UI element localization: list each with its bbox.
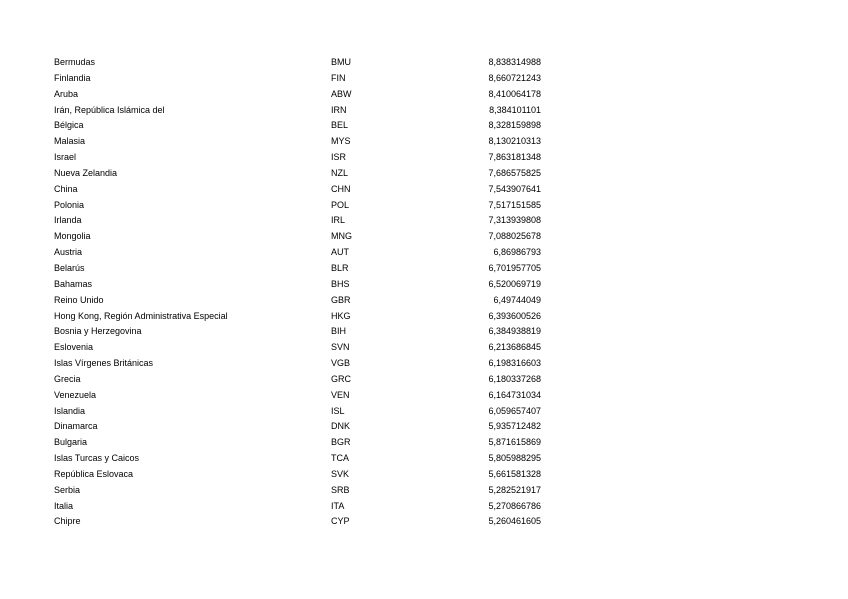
value-cell: 5,661581328: [488, 468, 541, 479]
country-cell: China: [54, 183, 78, 194]
country-cell: Aruba: [54, 88, 79, 99]
table-row: [0, 150, 848, 166]
value-cell: 5,935712482: [488, 421, 541, 432]
code-cell: BGR: [331, 437, 351, 448]
value-cell: 8,384101101: [489, 104, 541, 115]
value-cell: 8,328159898: [488, 120, 541, 131]
table-row: [0, 467, 848, 483]
country-cell: Serbia: [54, 484, 81, 495]
value-cell: 6,059657407: [488, 405, 541, 416]
country-cell: Mongolia: [54, 231, 91, 242]
value-cell: 5,805988295: [488, 453, 541, 464]
value-cell: 6,213686845: [488, 342, 541, 353]
country-cell: Irlanda: [54, 215, 82, 226]
code-cell: BHS: [331, 278, 350, 289]
country-cell: Bahamas: [54, 278, 93, 289]
country-cell: Eslovenia: [54, 342, 94, 353]
code-cell: SRB: [331, 484, 350, 495]
table-row: [0, 261, 848, 277]
value-cell: 7,543907641: [488, 183, 541, 194]
country-cell: Chipre: [54, 516, 81, 527]
country-cell: Grecia: [54, 373, 81, 384]
country-cell: Austria: [54, 247, 83, 258]
table-row: [0, 483, 848, 499]
value-cell: 6,393600526: [488, 310, 541, 321]
value-cell: 5,260461605: [488, 516, 541, 527]
data-table: [0, 55, 848, 530]
code-cell: VEN: [331, 389, 350, 400]
table-row: [0, 404, 848, 420]
table-row: [0, 213, 848, 229]
code-cell: BIH: [331, 326, 347, 337]
table-row: [0, 245, 848, 261]
country-cell: Bulgaria: [54, 437, 88, 448]
table-row: [0, 514, 848, 530]
country-cell: Hong Kong, Región Administrativa Especial: [54, 310, 228, 321]
code-cell: BMU: [331, 57, 351, 67]
code-cell: IRN: [331, 104, 347, 115]
country-cell: Nueva Zelandia: [54, 167, 118, 178]
country-cell: Malasia: [54, 136, 86, 147]
value-cell: 6,164731034: [488, 389, 541, 400]
country-cell: Bosnia y Herzegovina: [54, 326, 142, 337]
table-row: [0, 435, 848, 451]
code-cell: BLR: [331, 262, 349, 273]
value-cell: 5,270866786: [488, 500, 541, 511]
value-cell: 7,686575825: [488, 167, 541, 178]
code-cell: ITA: [331, 500, 345, 511]
table-row: [0, 103, 848, 119]
code-cell: SVN: [331, 342, 350, 353]
country-cell: Bélgica: [54, 120, 84, 131]
table-row: [0, 324, 848, 340]
table-row: [0, 55, 848, 71]
code-cell: FIN: [331, 72, 346, 83]
code-cell: NZL: [331, 167, 349, 178]
table-row: [0, 499, 848, 515]
table-row: [0, 309, 848, 325]
table-row: [0, 198, 848, 214]
value-cell: 6,86986793: [493, 247, 541, 258]
country-cell: Venezuela: [54, 389, 97, 400]
code-cell: GRC: [331, 373, 351, 384]
table-row: [0, 293, 848, 309]
country-cell: Finlandia: [54, 72, 91, 83]
table-row: [0, 134, 848, 150]
code-cell: ABW: [331, 88, 352, 99]
value-cell: 5,871615869: [488, 437, 541, 448]
table-row: [0, 87, 848, 103]
table-row: [0, 340, 848, 356]
value-cell: 8,410064178: [488, 88, 541, 99]
code-cell: BEL: [331, 120, 349, 131]
country-cell: Reino Unido: [54, 294, 104, 305]
value-cell: 6,520069719: [488, 278, 541, 289]
code-cell: VGB: [331, 358, 351, 369]
code-cell: DNK: [331, 421, 351, 432]
code-cell: ISR: [331, 152, 347, 163]
table-row: [0, 451, 848, 467]
table-row: [0, 229, 848, 245]
country-cell: Islandia: [54, 405, 86, 416]
country-cell: Belarús: [54, 262, 85, 273]
table-row: [0, 182, 848, 198]
table-row: [0, 277, 848, 293]
value-cell: 5,282521917: [488, 484, 541, 495]
value-cell: 6,384938819: [488, 326, 541, 337]
code-cell: MYS: [331, 136, 351, 147]
value-cell: 7,863181348: [488, 152, 541, 163]
code-cell: AUT: [331, 247, 349, 258]
table-row: [0, 166, 848, 182]
code-cell: POL: [331, 199, 350, 210]
code-cell: CYP: [331, 516, 350, 527]
table-row: [0, 388, 848, 404]
country-cell: Italia: [54, 500, 74, 511]
value-cell: 7,088025678: [488, 231, 541, 242]
value-cell: 8,660721243: [488, 72, 541, 83]
country-cell: Irán, República Islámica del: [54, 104, 165, 115]
value-cell: 6,701957705: [488, 262, 541, 273]
code-cell: HKG: [331, 310, 351, 321]
code-cell: SVK: [331, 468, 350, 479]
table-row: [0, 372, 848, 388]
table-row: [0, 71, 848, 87]
value-cell: 7,313939808: [488, 215, 541, 226]
country-cell: Islas Vírgenes Británicas: [54, 358, 154, 369]
country-cell: República Eslovaca: [54, 468, 134, 479]
code-cell: TCA: [331, 453, 349, 464]
country-cell: Islas Turcas y Caicos: [54, 453, 140, 464]
value-cell: 8,130210313: [488, 136, 541, 147]
country-cell: Dinamarca: [54, 421, 98, 432]
table-row: [0, 356, 848, 372]
code-cell: MNG: [331, 231, 352, 242]
code-cell: ISL: [331, 405, 345, 416]
table-row: [0, 419, 848, 435]
value-cell: 7,517151585: [488, 199, 541, 210]
value-cell: 6,198316603: [488, 358, 541, 369]
country-cell: Bermudas: [54, 57, 96, 67]
country-cell: Israel: [54, 152, 77, 163]
country-cell: Polonia: [54, 199, 85, 210]
value-cell: 6,180337268: [488, 373, 541, 384]
value-cell: 8,838314988: [488, 57, 541, 67]
value-cell: 6,49744049: [493, 294, 541, 305]
table-row: [0, 118, 848, 134]
code-cell: CHN: [331, 183, 351, 194]
code-cell: GBR: [331, 294, 351, 305]
code-cell: IRL: [331, 215, 346, 226]
